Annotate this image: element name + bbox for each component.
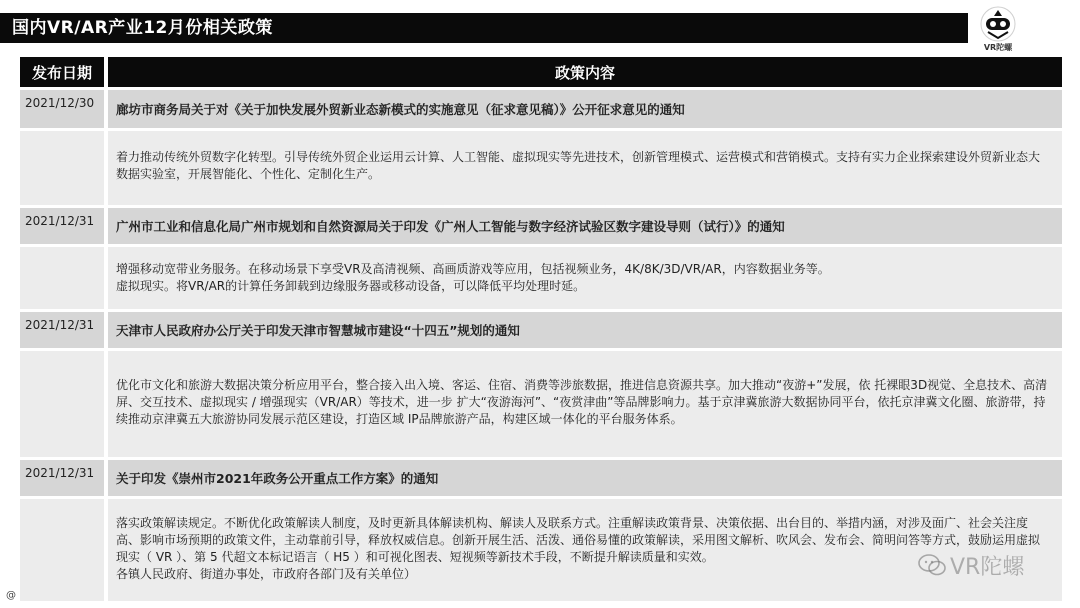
policy-title: 天津市人民政府办公厅关于印发天津市智慧城市建设“十四五”规划的通知 xyxy=(116,323,520,338)
title-bar xyxy=(0,13,968,43)
policy-body xyxy=(108,131,1062,205)
policy-title: 广州市工业和信息化局广州市规划和自然资源局关于印发《广州人工智能与数字经济试验区数字建设导则（试行）》的通知 xyxy=(116,219,785,234)
watermark-text: VR陀螺 xyxy=(950,554,1025,580)
policy-title-row xyxy=(108,460,1062,496)
header-content: 政策内容 xyxy=(108,57,1062,87)
page-title: 国内VR/AR产业12月份相关政策 xyxy=(12,18,273,38)
date-cell-spacer xyxy=(20,247,104,309)
watermark xyxy=(918,548,1068,582)
row-date: 2021/12/31 xyxy=(25,318,95,332)
policy-title: 廊坊市商务局关于对《关于加快发展外贸新业态新模式的实施意见（征求意见稿）》公开征求意见的通知 xyxy=(116,102,685,117)
footer-mark: @ xyxy=(6,590,16,601)
row-date: 2021/12/30 xyxy=(25,96,95,110)
logo-icon xyxy=(968,6,1028,42)
wechat-icon xyxy=(918,553,946,577)
row-date-cell xyxy=(20,208,104,244)
policy-body-text: 着力推动传统外贸数字化转型。引导传统外贸企业运用云计算、人工智能、虚拟现实等先进技术，创新管理模式、运营模式和营销模式。支持有实力企业探索建设外贸新业态大数据实验室，开展智能化、个性化、定制化生产。 xyxy=(116,150,1041,181)
table-header xyxy=(20,57,1062,87)
policy-body-text: 优化市文化和旅游大数据决策分析应用平台，整合接入出入境、客运、住宿、消费等涉旅数据，推进信息资源共享。加大推动“夜游+”发展，依 托裸眼3D视觉、全息技术、高清屏、交互技术、虚拟现实 / 增强现实（VR/AR）等技术，进一步 扩大“夜游海河”、“夜赏津曲”等品牌影响力。基于京津冀旅游大数据协同平台，依托京津冀文化圈、旅游带，持续推动京津冀五大旅游协同发展示范区建设，打造区域 IP品牌旅游产品，构建区域一体化的平台服务体系。 xyxy=(116,378,1048,426)
policy-body-text: 增强移动宽带业务服务。在移动场景下享受VR及高清视频、高画质游戏等应用，包括视频业务，4K/8K/3D/VR/AR，内容数据业务等。 虚拟现实。将VR/AR的计算任务卸载到边缘服务器或移动设备，可以降低平均处理时延。 xyxy=(116,262,830,293)
policy-body-text: 落实政策解读规定。不断优化政策解读人制度，及时更新具体解读机构、解读人及联系方式。注重解读政策背景、决策依据、出台目的、举措内涵，对涉及面广、社会关注度高、影响市场预期的政策文件，主动靠前引导，释放权威信息。创新开展生活、活泼、通俗易懂的政策解读，采用图文解析、吹风会、发布会、简明问答等方式，鼓励运用虚拟现实（ VR ）、第 5 代超文本标记语言（ H5 ）和可视化图表、短视频等新技术手段，不断提升解读质量和实效。 各镇人民政府、街道办事处，市政府各部门及有关单位） xyxy=(116,516,1041,581)
policy-title-row xyxy=(108,312,1062,348)
policy-body xyxy=(108,247,1062,309)
row-date-cell xyxy=(20,312,104,348)
row-date-cell xyxy=(20,460,104,496)
header-date: 发布日期 xyxy=(20,57,104,87)
date-cell-spacer xyxy=(20,499,104,601)
row-date: 2021/12/31 xyxy=(25,466,95,480)
row-date: 2021/12/31 xyxy=(25,214,95,228)
policy-title-row xyxy=(108,90,1062,128)
policy-title: 关于印发《崇州市2021年政务公开重点工作方案》的通知 xyxy=(116,471,439,486)
row-date-cell xyxy=(20,90,104,128)
vr-logo xyxy=(968,6,1028,54)
logo-caption: VR陀螺 xyxy=(983,43,1013,52)
date-cell-spacer xyxy=(20,131,104,205)
policy-body xyxy=(108,351,1062,457)
date-cell-spacer xyxy=(20,351,104,457)
policy-title-row xyxy=(108,208,1062,244)
